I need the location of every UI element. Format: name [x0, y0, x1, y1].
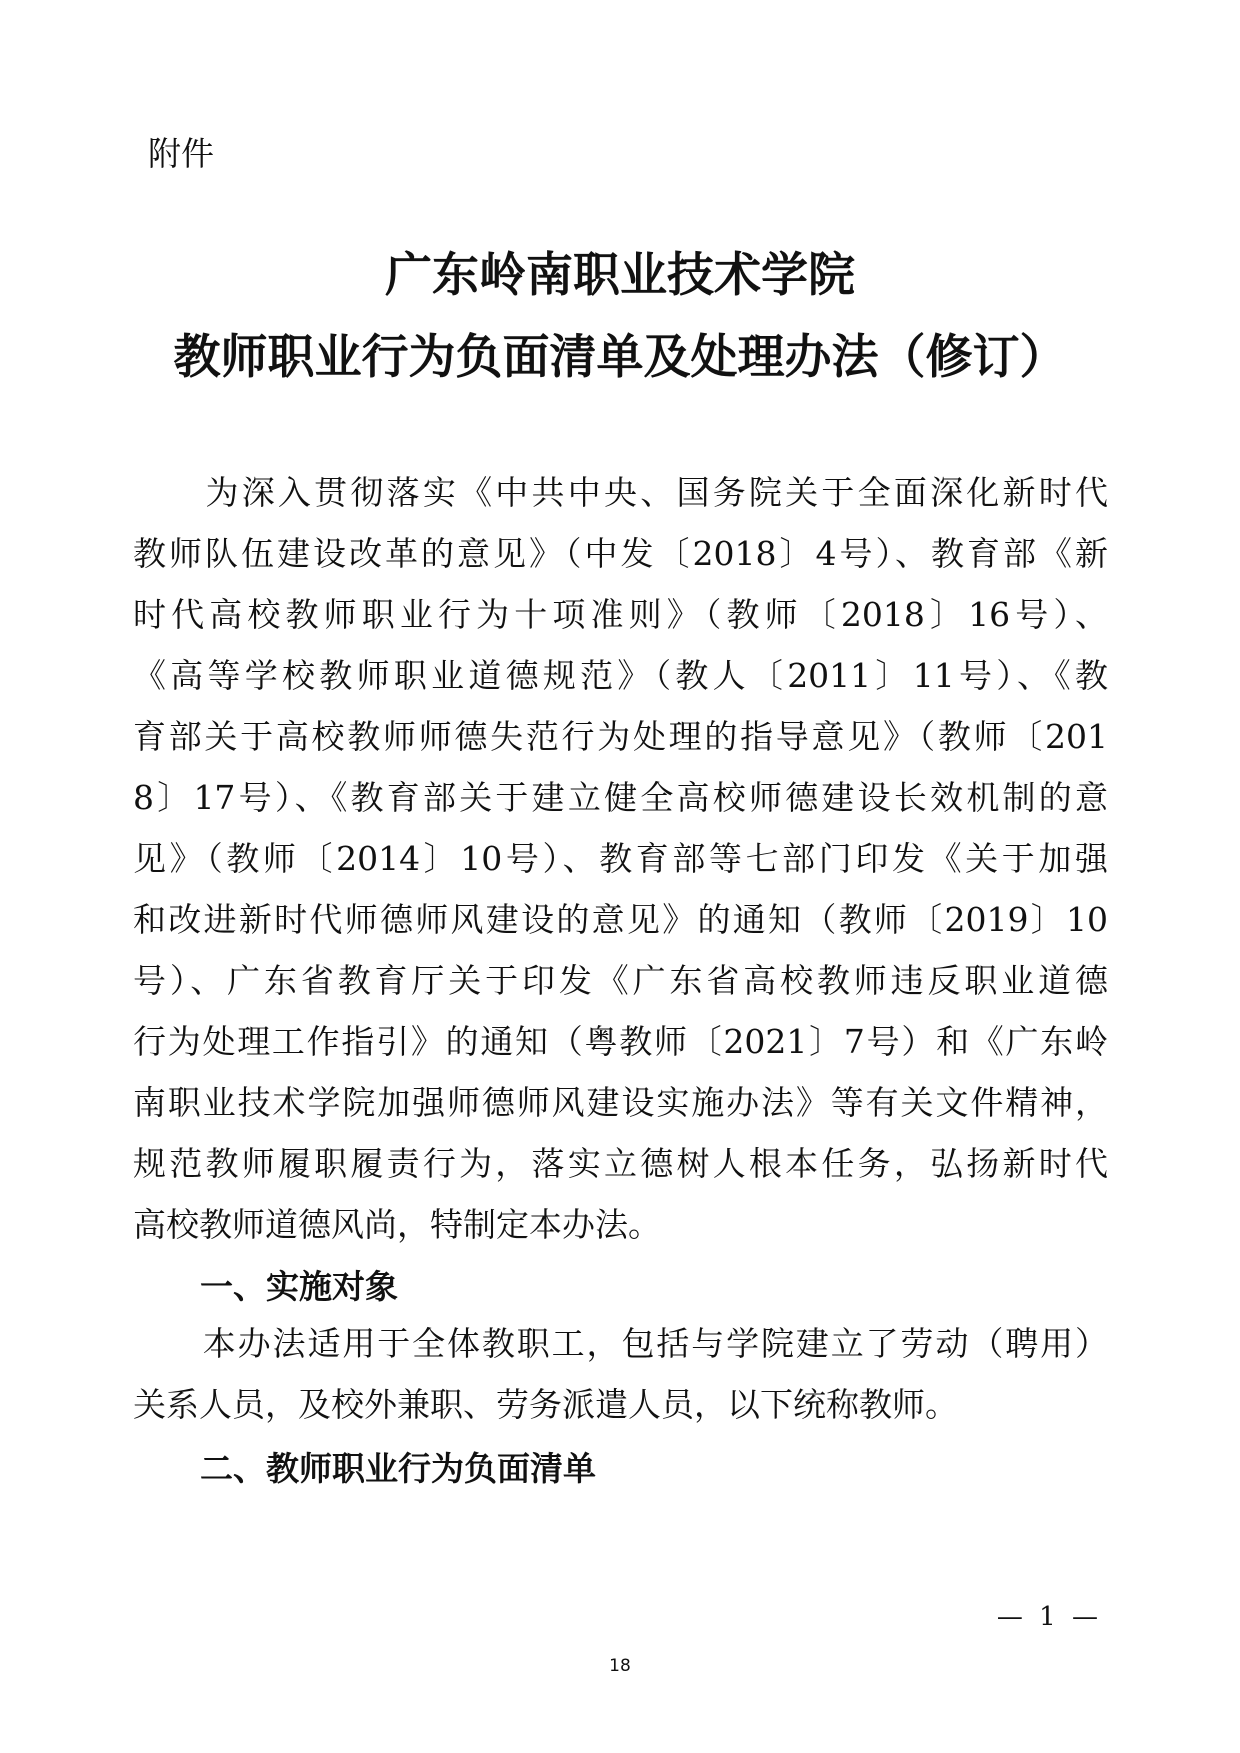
document-title-line2: 教师职业行为负面清单及处理办法（修订） — [173, 330, 1067, 385]
intro-line: 教师队伍建设改革的意见》（中发〔2018〕4号）、教育部《新 — [133, 534, 1108, 573]
page-number: — 1 — — [996, 1602, 1102, 1632]
section-heading-negative-list: 二、教师职业行为负面清单 — [200, 1449, 596, 1488]
scan-page-number: 18 — [609, 1656, 631, 1676]
document-title-line1: 广东岭南职业技术学院 — [385, 248, 855, 303]
section-heading-scope: 一、实施对象 — [200, 1267, 398, 1306]
intro-line: 见》（教师〔2014〕10号）、教育部等七部门印发《关于加强 — [133, 839, 1108, 878]
intro-paragraph — [133, 462, 1108, 1255]
attachment-label: 附件 — [148, 134, 214, 173]
intro-line: 8〕17号）、《教育部关于建立健全高校师德建设长效机制的意 — [133, 778, 1108, 817]
intro-line: 和改进新时代师德师风建设的意见》的通知（教师〔2019〕10 — [133, 900, 1108, 939]
scope-line: 关系人员，及校外兼职、劳务派遣人员，以下统称教师。 — [133, 1385, 958, 1424]
intro-line: 规范教师履职履责行为，落实立德树人根本任务，弘扬新时代 — [133, 1144, 1108, 1183]
intro-line: 行为处理工作指引》的通知（粤教师〔2021〕7号）和《广东岭 — [133, 1022, 1108, 1061]
intro-line: 育部关于高校教师师德失范行为处理的指导意见》（教师〔201 — [133, 717, 1108, 756]
intro-line: 为深入贯彻落实《中共中央、国务院关于全面深化新时代 — [133, 473, 1108, 512]
intro-line: 南职业技术学院加强师德师风建设实施办法》等有关文件精神， — [133, 1083, 1108, 1122]
scope-paragraph — [133, 1313, 1108, 1435]
scope-line: 本办法适用于全体教职工，包括与学院建立了劳动（聘用） — [133, 1324, 1108, 1363]
intro-line: 号）、广东省教育厅关于印发《广东省高校教师违反职业道德 — [133, 961, 1108, 1000]
intro-line: 《高等学校教师职业道德规范》（教人〔2011〕11号）、《教 — [133, 656, 1108, 695]
intro-line: 时代高校教师职业行为十项准则》（教师〔2018〕16号）、 — [133, 595, 1108, 634]
intro-line: 高校教师道德风尚，特制定本办法。 — [133, 1205, 661, 1244]
